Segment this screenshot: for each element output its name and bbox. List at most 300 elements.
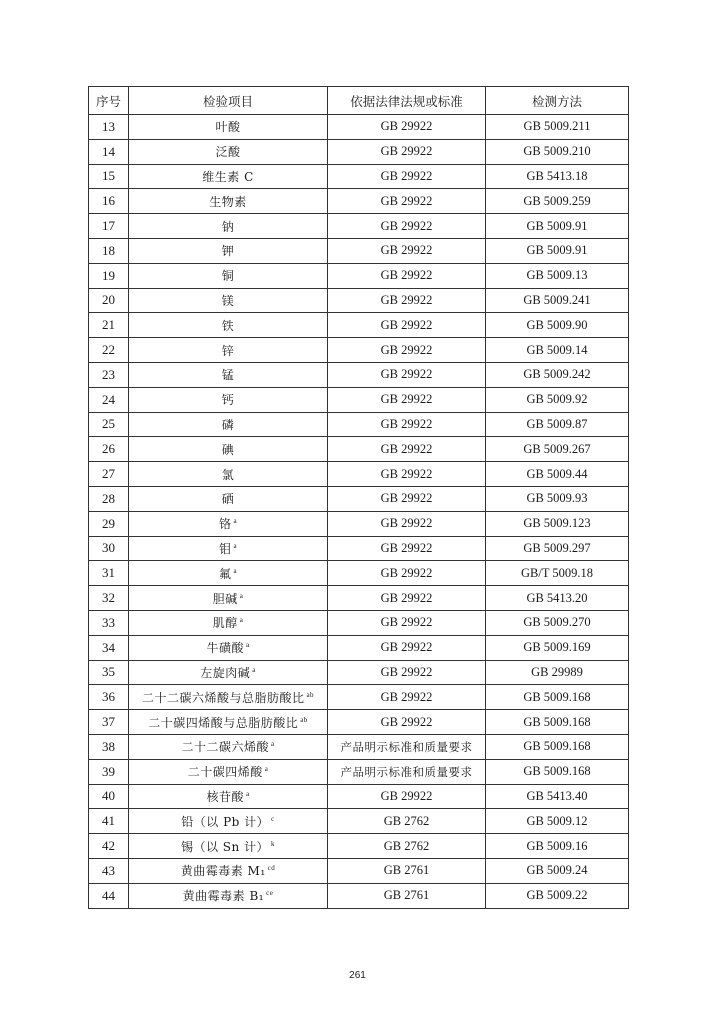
legal-basis-text: 产品明示标准和质量要求 [340, 764, 473, 779]
inspection-item-text: 牛磺酸 [206, 641, 244, 656]
cell-legal-basis [328, 362, 486, 387]
cell-legal-basis [328, 412, 486, 437]
inspection-item-text: 锌 [221, 343, 235, 358]
cell-inspection-item [129, 685, 328, 710]
legal-basis-text: GB 29922 [380, 342, 433, 357]
cell-serial-number [89, 189, 129, 214]
table-row [89, 784, 629, 809]
test-method-text: GB 5009.12 [526, 813, 588, 828]
test-method-text: GB 5009.13 [526, 268, 588, 283]
serial-number-text: 15 [102, 168, 115, 184]
footnote-marker: ab [300, 715, 308, 724]
legal-basis-text: GB 2762 [383, 813, 430, 828]
cell-legal-basis [328, 685, 486, 710]
inspection-item-text: 泛酸 [215, 145, 241, 160]
footnote-marker: a [239, 616, 244, 625]
serial-number-text: 28 [102, 490, 115, 506]
cell-legal-basis [328, 387, 486, 412]
footnote-marker: a [264, 765, 269, 774]
table-row [89, 660, 629, 685]
table-row [89, 511, 629, 536]
serial-number-text: 39 [102, 763, 115, 779]
inspection-item-text: 碘 [221, 442, 235, 457]
cell-serial-number [89, 809, 129, 834]
cell-test-method [486, 511, 629, 536]
cell-serial-number [89, 412, 129, 437]
legal-basis-text: GB 29922 [380, 193, 433, 208]
header-inspection-item: 检验项目 [129, 87, 328, 115]
legal-basis-text: GB 29922 [380, 292, 433, 307]
test-method-text: GB 5009.210 [523, 144, 591, 159]
header-test-method: 检测方法 [486, 87, 629, 115]
cell-serial-number [89, 164, 129, 189]
cell-legal-basis [328, 710, 486, 735]
cell-inspection-item [129, 710, 328, 735]
table-row [89, 834, 629, 859]
cell-test-method [486, 238, 629, 263]
cell-inspection-item [129, 462, 328, 487]
cell-test-method [486, 685, 629, 710]
table-row [89, 115, 629, 140]
test-method-text: GB 5009.14 [526, 342, 588, 357]
legal-basis-text: GB 29922 [380, 243, 433, 258]
inspection-item-text: 钾 [221, 244, 235, 259]
table-row [89, 238, 629, 263]
cell-inspection-item [129, 561, 328, 586]
inspection-item-text: 核苷酸 [206, 789, 244, 804]
test-method-text: GB 5009.87 [526, 416, 588, 431]
legal-basis-text: GB 29922 [380, 416, 433, 431]
serial-number-text: 24 [102, 391, 115, 407]
table-row [89, 313, 629, 338]
footnote-marker: a [233, 541, 238, 550]
cell-legal-basis [328, 164, 486, 189]
cell-serial-number [89, 586, 129, 611]
serial-number-text: 37 [102, 714, 115, 730]
legal-basis-text: GB 29922 [380, 392, 433, 407]
test-method-text: GB 5009.91 [526, 218, 588, 233]
inspection-item-text: 钼 [218, 541, 232, 556]
serial-number-text: 16 [102, 193, 115, 209]
cell-test-method [486, 263, 629, 288]
test-method-text: GB 5009.123 [523, 516, 591, 531]
serial-number-text: 23 [102, 366, 115, 382]
cell-serial-number [89, 734, 129, 759]
table-row [89, 288, 629, 313]
inspection-items-table [88, 86, 629, 909]
cell-legal-basis [328, 338, 486, 363]
legal-basis-text: GB 29922 [380, 268, 433, 283]
cell-test-method [486, 214, 629, 239]
cell-test-method [486, 115, 629, 140]
inspection-item-text: 镁 [221, 293, 235, 308]
cell-legal-basis [328, 784, 486, 809]
table-row [89, 809, 629, 834]
inspection-item-text: 氟 [218, 566, 232, 581]
serial-number-text: 42 [102, 838, 115, 853]
cell-test-method [486, 139, 629, 164]
cell-serial-number [89, 610, 129, 635]
cell-serial-number [89, 486, 129, 511]
cell-serial-number [89, 660, 129, 685]
cell-inspection-item [129, 809, 328, 834]
cell-legal-basis [328, 561, 486, 586]
serial-number-text: 31 [102, 565, 115, 581]
cell-test-method [486, 437, 629, 462]
cell-legal-basis [328, 139, 486, 164]
cell-test-method [486, 610, 629, 635]
inspection-item-text: 铜 [221, 269, 235, 284]
cell-serial-number [89, 288, 129, 313]
serial-number-text: 36 [102, 689, 115, 705]
test-method-text: GB 5009.16 [526, 838, 588, 853]
cell-serial-number [89, 561, 129, 586]
cell-inspection-item [129, 610, 328, 635]
table-row [89, 610, 629, 635]
cell-serial-number [89, 387, 129, 412]
test-method-text: GB 5413.20 [526, 590, 588, 605]
cell-inspection-item [129, 387, 328, 412]
cell-test-method [486, 164, 629, 189]
cell-legal-basis [328, 238, 486, 263]
legal-basis-text: GB 2761 [383, 863, 430, 878]
serial-number-text: 17 [102, 218, 115, 234]
serial-number-text: 34 [102, 639, 115, 655]
cell-serial-number [89, 338, 129, 363]
cell-inspection-item [129, 586, 328, 611]
legal-basis-text: GB 29922 [380, 714, 433, 729]
cell-test-method [486, 288, 629, 313]
cell-inspection-item [129, 362, 328, 387]
cell-inspection-item [129, 734, 328, 759]
inspection-item-text: 左旋肉碱 [200, 665, 251, 680]
cell-legal-basis [328, 734, 486, 759]
cell-legal-basis [328, 586, 486, 611]
cell-inspection-item [129, 858, 328, 883]
inspection-item-text: 二十二碳六烯酸与总脂肪酸比 [141, 690, 305, 705]
inspection-item-text: 胆碱 [212, 591, 238, 606]
inspection-item-text: 硒 [221, 492, 235, 507]
inspection-item-text: 肌醇 [212, 616, 238, 631]
table-row [89, 139, 629, 164]
cell-serial-number [89, 710, 129, 735]
table-row [89, 635, 629, 660]
cell-inspection-item [129, 883, 328, 908]
cell-inspection-item [129, 238, 328, 263]
legal-basis-text: GB 29922 [380, 540, 433, 555]
cell-legal-basis [328, 486, 486, 511]
cell-test-method [486, 710, 629, 735]
test-method-text: GB 5009.168 [523, 764, 591, 779]
cell-inspection-item [129, 660, 328, 685]
header-serial-number: 序号 [89, 87, 129, 115]
inspection-item-text: 二十碳四烯酸与总脂肪酸比 [148, 715, 299, 730]
footnote-marker: a [270, 740, 275, 749]
cell-serial-number [89, 759, 129, 784]
footnote-marker: a [239, 591, 244, 600]
legal-basis-text: GB 29922 [380, 516, 433, 531]
cell-inspection-item [129, 139, 328, 164]
cell-serial-number [89, 883, 129, 908]
serial-number-text: 22 [102, 342, 115, 358]
cell-test-method [486, 635, 629, 660]
cell-legal-basis [328, 759, 486, 784]
serial-number-text: 33 [102, 614, 115, 630]
footnote-marker: a [233, 566, 238, 575]
cell-test-method [486, 759, 629, 784]
cell-inspection-item [129, 214, 328, 239]
table-body [89, 115, 629, 909]
footnote-marker: c [271, 814, 275, 823]
cell-legal-basis [328, 115, 486, 140]
cell-inspection-item [129, 834, 328, 859]
serial-number-text: 35 [102, 664, 115, 680]
table-row [89, 437, 629, 462]
cell-test-method [486, 189, 629, 214]
cell-inspection-item [129, 635, 328, 660]
legal-basis-text: GB 29922 [380, 664, 433, 679]
cell-inspection-item [129, 486, 328, 511]
cell-test-method [486, 387, 629, 412]
footnote-marker: ab [306, 690, 315, 699]
cell-test-method [486, 784, 629, 809]
cell-serial-number [89, 685, 129, 710]
table-row [89, 462, 629, 487]
cell-test-method [486, 412, 629, 437]
cell-inspection-item [129, 263, 328, 288]
serial-number-text: 27 [102, 466, 115, 482]
legal-basis-text: GB 29922 [380, 317, 433, 332]
cell-test-method [486, 660, 629, 685]
test-method-text: GB 5009.91 [526, 243, 588, 258]
inspection-item-text: 铬 [218, 517, 232, 532]
footnote-marker: a [245, 789, 250, 798]
footnote-marker: cd [267, 864, 276, 873]
table-row [89, 883, 629, 908]
legal-basis-text: GB 29922 [380, 367, 433, 382]
inspection-item-text: 锡（以 Sn 计） [180, 839, 270, 854]
table-row [89, 536, 629, 561]
cell-serial-number [89, 462, 129, 487]
inspection-item-text: 钠 [221, 219, 235, 234]
page-number: 261 [349, 970, 366, 981]
cell-test-method [486, 561, 629, 586]
cell-serial-number [89, 858, 129, 883]
serial-number-text: 32 [102, 590, 115, 606]
cell-test-method [486, 486, 629, 511]
table-row [89, 710, 629, 735]
cell-legal-basis [328, 313, 486, 338]
serial-number-text: 38 [102, 738, 115, 754]
header-legal-basis: 依据法律法规或标准 [328, 87, 486, 115]
cell-serial-number [89, 238, 129, 263]
test-method-text: GB 5009.90 [526, 317, 588, 332]
serial-number-text: 43 [102, 862, 115, 878]
legal-basis-text: GB 29922 [380, 119, 433, 134]
cell-legal-basis [328, 610, 486, 635]
inspection-item-text: 维生素 C [202, 169, 254, 184]
cell-test-method [486, 586, 629, 611]
inspection-item-text: 氯 [221, 467, 235, 482]
serial-number-text: 18 [102, 242, 115, 258]
legal-basis-text: GB 29922 [380, 565, 433, 580]
cell-inspection-item [129, 511, 328, 536]
serial-number-text: 26 [102, 441, 115, 457]
cell-serial-number [89, 536, 129, 561]
serial-number-text: 14 [102, 143, 115, 159]
cell-legal-basis [328, 635, 486, 660]
cell-serial-number [89, 437, 129, 462]
table-row [89, 189, 629, 214]
test-method-text: GB 5009.297 [523, 540, 591, 555]
legal-basis-text: GB 29922 [380, 788, 433, 803]
cell-serial-number [89, 214, 129, 239]
cell-inspection-item [129, 288, 328, 313]
table-row [89, 561, 629, 586]
cell-legal-basis [328, 858, 486, 883]
serial-number-text: 20 [102, 292, 115, 308]
legal-basis-text: 产品明示标准和质量要求 [340, 739, 473, 754]
test-method-text: GB/T 5009.18 [521, 565, 593, 580]
test-method-text: GB 29989 [531, 664, 583, 679]
table-row [89, 387, 629, 412]
inspection-item-text: 锰 [221, 368, 235, 383]
inspection-item-text: 生物素 [209, 194, 247, 209]
serial-number-text: 44 [102, 887, 115, 903]
legal-basis-text: GB 29922 [380, 144, 433, 159]
table-row [89, 263, 629, 288]
table-row [89, 685, 629, 710]
cell-test-method [486, 362, 629, 387]
cell-test-method [486, 338, 629, 363]
test-method-text: GB 5009.259 [523, 193, 591, 208]
cell-test-method [486, 883, 629, 908]
cell-serial-number [89, 784, 129, 809]
cell-legal-basis [328, 536, 486, 561]
serial-number-text: 13 [102, 118, 115, 134]
cell-test-method [486, 734, 629, 759]
test-method-text: GB 5413.18 [526, 168, 588, 183]
cell-test-method [486, 834, 629, 859]
cell-inspection-item [129, 437, 328, 462]
cell-serial-number [89, 115, 129, 140]
test-method-text: GB 5009.93 [526, 491, 588, 506]
legal-basis-text: GB 2761 [383, 888, 430, 903]
table-row [89, 486, 629, 511]
table-header [89, 87, 629, 115]
cell-legal-basis [328, 214, 486, 239]
serial-number-text: 41 [102, 813, 115, 829]
inspection-item-text: 铁 [221, 318, 235, 333]
test-method-text: GB 5009.168 [523, 689, 591, 704]
table-row [89, 164, 629, 189]
cell-inspection-item [129, 536, 328, 561]
cell-serial-number [89, 263, 129, 288]
table-row [89, 362, 629, 387]
serial-number-text: 19 [102, 267, 115, 283]
test-method-text: GB 5009.241 [523, 292, 591, 307]
cell-legal-basis [328, 834, 486, 859]
test-method-text: GB 5009.168 [523, 739, 591, 754]
cell-serial-number [89, 313, 129, 338]
cell-serial-number [89, 834, 129, 859]
footnote-marker: a [245, 641, 250, 650]
test-method-text: GB 5009.22 [526, 888, 588, 903]
table-row [89, 858, 629, 883]
test-method-text: GB 5009.242 [523, 367, 591, 382]
legal-basis-text: GB 29922 [380, 615, 433, 630]
legal-basis-text: GB 29922 [380, 590, 433, 605]
inspection-item-text: 黄曲霉毒素 M₁ [180, 864, 266, 879]
inspection-item-text: 钙 [221, 393, 235, 408]
cell-inspection-item [129, 412, 328, 437]
legal-basis-text: GB 29922 [380, 168, 433, 183]
legal-basis-text: GB 29922 [380, 466, 433, 481]
cell-legal-basis [328, 511, 486, 536]
legal-basis-text: GB 29922 [380, 689, 433, 704]
cell-serial-number [89, 362, 129, 387]
legal-basis-text: GB 29922 [380, 640, 433, 655]
serial-number-text: 21 [102, 317, 115, 333]
test-method-text: GB 5009.211 [523, 119, 591, 134]
table-row [89, 586, 629, 611]
inspection-item-text: 叶酸 [215, 120, 241, 135]
cell-test-method [486, 858, 629, 883]
cell-legal-basis [328, 883, 486, 908]
cell-legal-basis [328, 189, 486, 214]
cell-inspection-item [129, 115, 328, 140]
table-row [89, 214, 629, 239]
cell-legal-basis [328, 288, 486, 313]
cell-serial-number [89, 139, 129, 164]
cell-inspection-item [129, 338, 328, 363]
footnote-marker: a [233, 517, 238, 526]
cell-test-method [486, 313, 629, 338]
cell-inspection-item [129, 759, 328, 784]
cell-test-method [486, 809, 629, 834]
serial-number-text: 29 [102, 515, 115, 531]
test-method-text: GB 5009.92 [526, 392, 588, 407]
test-method-text: GB 5009.270 [523, 615, 591, 630]
table-row [89, 734, 629, 759]
cell-inspection-item [129, 784, 328, 809]
inspection-item-text: 磷 [221, 417, 235, 432]
test-method-text: GB 5009.168 [523, 714, 591, 729]
serial-number-text: 30 [102, 540, 115, 556]
serial-number-text: 25 [102, 416, 115, 432]
test-method-text: GB 5413.40 [526, 788, 588, 803]
inspection-item-text: 二十二碳六烯酸 [181, 740, 269, 755]
cell-legal-basis [328, 263, 486, 288]
legal-basis-text: GB 29922 [380, 491, 433, 506]
cell-inspection-item [129, 164, 328, 189]
legal-basis-text: GB 2762 [383, 838, 430, 853]
inspection-item-text: 二十碳四烯酸 [187, 765, 263, 780]
legal-basis-text: GB 29922 [380, 218, 433, 233]
table-row [89, 338, 629, 363]
cell-legal-basis [328, 809, 486, 834]
table-row [89, 759, 629, 784]
inspection-item-text: 铅（以 Pb 计） [181, 814, 270, 829]
serial-number-text: 40 [102, 788, 115, 804]
footnote-marker: a [252, 665, 256, 674]
cell-serial-number [89, 635, 129, 660]
cell-test-method [486, 536, 629, 561]
cell-inspection-item [129, 189, 328, 214]
test-method-text: GB 5009.44 [526, 466, 588, 481]
test-method-text: GB 5009.267 [523, 441, 591, 456]
cell-legal-basis [328, 660, 486, 685]
